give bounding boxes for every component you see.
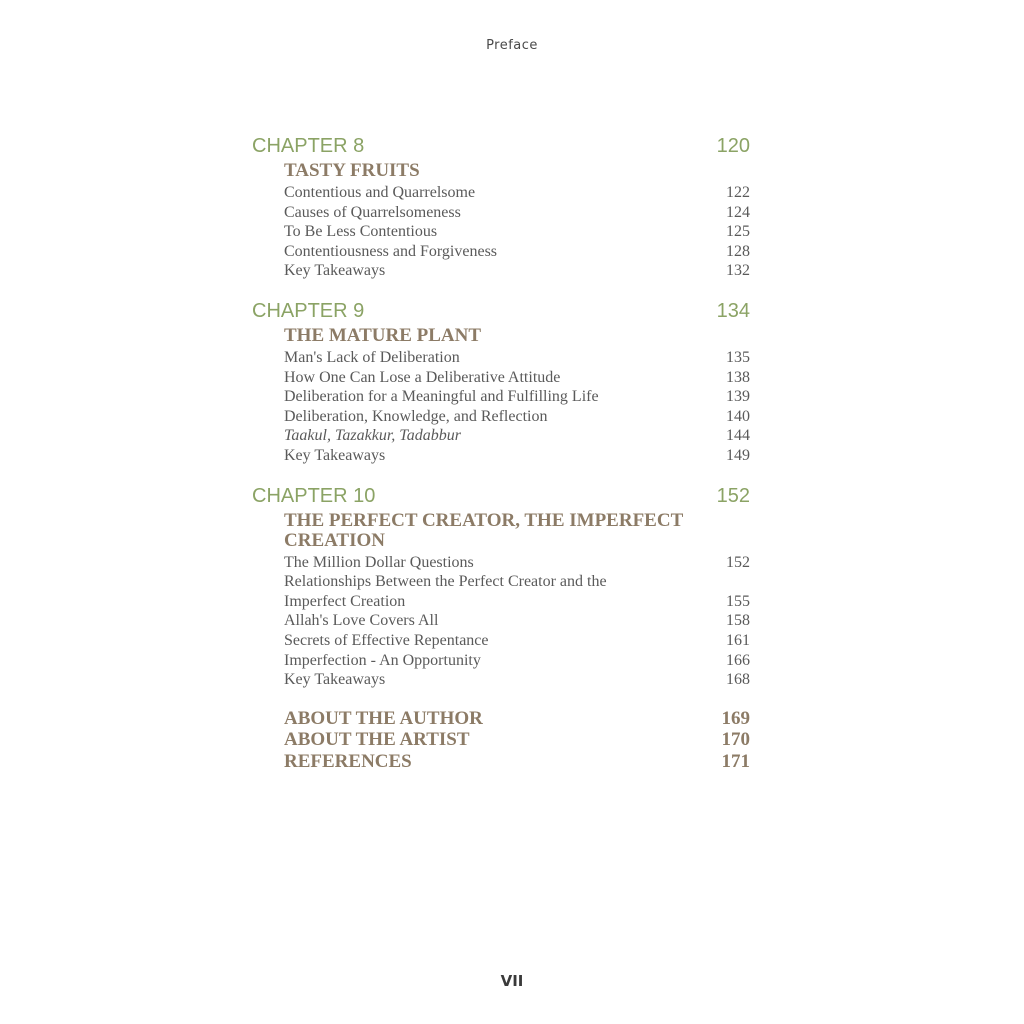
toc-entry-page: 140 — [726, 407, 750, 425]
back-matter-label: ABOUT THE AUTHOR — [284, 707, 483, 729]
back-matter-entry[interactable] — [284, 751, 750, 773]
section-spacer — [252, 466, 750, 482]
table-of-contents — [252, 132, 750, 772]
back-matter-page: 171 — [721, 750, 750, 772]
toc-entry-label: Causes of Quarrelsomeness — [284, 203, 461, 221]
toc-entry[interactable] — [284, 670, 750, 690]
chapter-9-block — [252, 297, 750, 466]
toc-entry-label: Contentiousness and Forgiveness — [284, 242, 498, 260]
back-matter-page: 169 — [721, 707, 750, 729]
back-matter-entry[interactable] — [284, 729, 750, 751]
toc-entry-label: To Be Less Contentious — [284, 223, 438, 241]
toc-entry[interactable] — [284, 203, 750, 223]
toc-entry-page: 125 — [726, 223, 750, 241]
toc-entry[interactable] — [284, 348, 750, 368]
chapter-page-number: 120 — [716, 135, 750, 157]
chapter-page-number: 152 — [716, 484, 750, 507]
toc-entry[interactable] — [284, 407, 750, 427]
chapter-8-block — [252, 132, 750, 281]
back-matter-label: REFERENCES — [284, 750, 412, 772]
chapter-title: TASTY FRUITS — [284, 160, 420, 181]
toc-entry[interactable] — [284, 611, 750, 631]
toc-entry-page: 166 — [726, 651, 750, 669]
toc-entry-label: Deliberation, Knowledge, and Reflection — [284, 407, 548, 425]
toc-entry[interactable] — [284, 387, 750, 407]
toc-entry-page: 152 — [726, 553, 750, 571]
chapter-label: CHAPTER 10 — [252, 484, 376, 507]
toc-entry[interactable] — [284, 368, 750, 388]
toc-entry-label: Deliberation for a Meaningful and Fulfilling Life — [284, 388, 599, 406]
toc-entry-label: Key Takeaways — [284, 446, 386, 464]
toc-entry[interactable] — [284, 553, 750, 573]
toc-entry[interactable] — [284, 572, 750, 611]
section-spacer — [252, 281, 750, 297]
toc-entry-page: 135 — [726, 348, 750, 366]
back-matter-entry[interactable] — [284, 708, 750, 730]
toc-entry-page: 132 — [726, 262, 750, 280]
toc-entry[interactable] — [284, 651, 750, 671]
toc-entry-page: 158 — [726, 612, 750, 630]
chapter-label: CHAPTER 9 — [252, 299, 365, 322]
toc-entry-label: Contentious and Quarrelsome — [284, 184, 476, 201]
toc-entry-page: 124 — [726, 203, 750, 221]
chapter-heading[interactable] — [252, 132, 750, 160]
chapter-title: THE PERFECT CREATOR, THE IMPERFECT CREATION — [284, 509, 683, 551]
toc-entry-page: 122 — [726, 184, 750, 201]
chapter-heading[interactable] — [252, 482, 750, 510]
toc-entry-label: Key Takeaways — [284, 262, 386, 280]
back-matter-label: ABOUT THE ARTIST — [284, 729, 470, 751]
chapter-title: THE MATURE PLANT — [284, 324, 482, 346]
chapter-page-number: 134 — [716, 299, 750, 322]
toc-entry-page: 149 — [726, 446, 750, 464]
toc-entry-label: Imperfection - An Opportunity — [284, 651, 481, 669]
toc-entry-page: 155 — [726, 592, 750, 610]
toc-entry-page: 161 — [726, 631, 750, 649]
back-matter-page: 170 — [721, 729, 750, 751]
toc-entry-label: Allah's Love Covers All — [284, 612, 439, 630]
toc-entry-label: Taakul, Tazakkur, Tadabbur — [284, 427, 461, 445]
toc-entry-page: 138 — [726, 368, 750, 386]
back-matter — [252, 708, 750, 773]
toc-entry-label: The Million Dollar Questions — [284, 553, 474, 571]
toc-entry-label: Relationships Between the Perfect Creator and the Imperfect Creation — [284, 573, 607, 610]
toc-entry-page: 168 — [726, 671, 750, 689]
toc-entry[interactable] — [284, 446, 750, 466]
toc-entry-label: How One Can Lose a Deliberative Attitude — [284, 368, 561, 386]
toc-entry-page: 128 — [726, 242, 750, 260]
toc-entry-label: Key Takeaways — [284, 671, 386, 689]
chapter-label: CHAPTER 8 — [252, 135, 365, 157]
running-head: Preface — [486, 38, 538, 53]
toc-entry-page: 139 — [726, 388, 750, 406]
chapter-10-block — [252, 482, 750, 690]
toc-entry-label: Man's Lack of Deliberation — [284, 348, 460, 366]
toc-entry-label: Secrets of Effective Repentance — [284, 631, 489, 649]
page-number: VII — [500, 972, 524, 990]
toc-entry[interactable] — [284, 222, 750, 242]
chapter-heading[interactable] — [252, 297, 750, 325]
section-spacer — [252, 690, 750, 708]
toc-entry[interactable] — [284, 242, 750, 262]
toc-entry[interactable] — [284, 261, 750, 281]
toc-entry[interactable] — [284, 183, 750, 203]
toc-entry-page: 144 — [726, 427, 750, 445]
toc-entry[interactable] — [284, 631, 750, 651]
toc-entry[interactable] — [284, 426, 750, 446]
